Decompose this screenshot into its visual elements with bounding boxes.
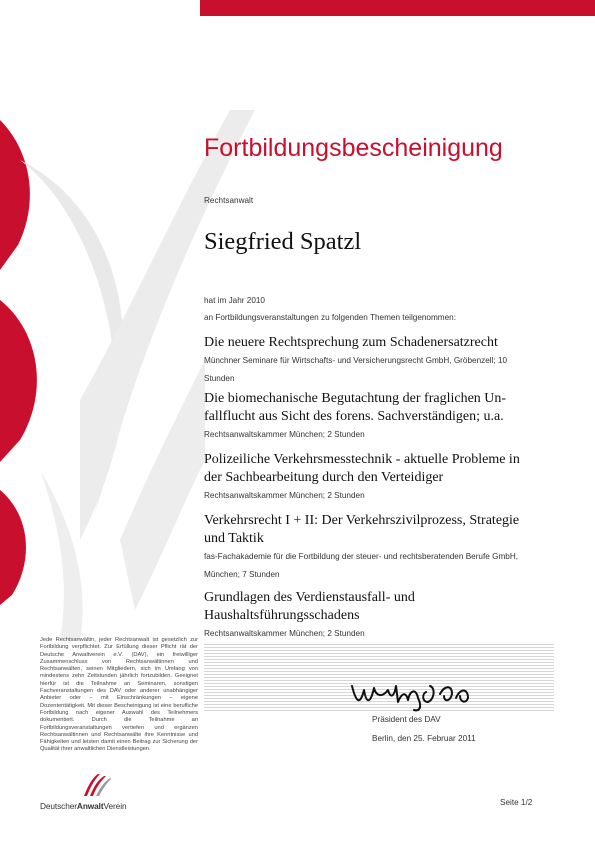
course-detail: Stunden — [204, 374, 235, 383]
course-title: Grundlagen des Verdienstausfall- und — [204, 590, 415, 605]
signatory-title: Präsident des DAV — [372, 715, 441, 724]
signature-image — [348, 672, 498, 712]
intro-year: hat im Jahr 2010 — [204, 296, 265, 305]
course-title: Haushaltsführungsschadens — [204, 608, 360, 623]
dav-logo-icon — [82, 772, 112, 798]
grey-swoosh-4 — [40, 470, 83, 640]
course-title: der Sachbearbeitung durch den Verteidiger — [204, 470, 444, 485]
course-title: Die neuere Rechtsprechung zum Schadenersatzrecht — [204, 335, 498, 350]
participant-name: Siegfried Spatzl — [204, 228, 362, 255]
role-label: Rechtsanwalt — [204, 196, 254, 205]
top-accent-bar — [200, 0, 595, 16]
course-title: und Taktik — [204, 531, 264, 546]
document-title: Fortbildungsbescheinigung — [204, 134, 503, 162]
course-item — [204, 451, 549, 505]
course-detail: Rechtsanwaltskammer München; 2 Stunden — [204, 629, 365, 638]
grey-swoosh-3 — [120, 360, 205, 610]
course-detail: fas-Fachakademie für die Fortbildung der steuer- und rechtsberatenden Berufe GmbH, — [204, 552, 519, 561]
course-detail: Rechtsanwaltskammer München; 2 Stunden — [204, 430, 365, 439]
course-title: Verkehrsrecht I + II: Der Verkehrszivilprozess, Strategie — [204, 513, 520, 528]
course-detail: München; 7 Stunden — [204, 570, 280, 579]
course-title: Polizeiliche Verkehrsmesstechnik - aktuelle Probleme in — [204, 452, 520, 467]
course-item — [204, 589, 549, 643]
place-date: Berlin, den 25. Februar 2011 — [372, 734, 476, 743]
red-swoosh — [0, 120, 30, 270]
logo-part-bold: Anwalt — [76, 801, 104, 811]
logo-part: Deutscher — [40, 801, 77, 811]
course-detail: Münchner Seminare für Wirtschafts- und Versicherungsrecht GmbH, Gröbenzell; 10 — [204, 356, 508, 365]
logo-part: Verein — [103, 801, 127, 811]
dav-logo-text — [40, 801, 126, 811]
course-item — [204, 390, 549, 444]
red-swoosh-2 — [0, 300, 37, 462]
course-title: Die biomechanische Begutachtung der fraglichen Un- — [204, 391, 507, 406]
page-number: Seite 1/2 — [500, 798, 533, 807]
course-detail: Rechtsanwaltskammer München; 2 Stunden — [204, 491, 365, 500]
course-item — [204, 334, 549, 388]
intro-text: an Fortbildungsveranstaltungen zu folgenden Themen teilgenommen: — [204, 313, 457, 322]
course-item — [204, 512, 549, 584]
red-swoosh-3 — [0, 490, 26, 605]
legal-footnote: Jede Rechtsanwältin, jeder Rechtsanwalt ist gesetzlich zur Fortbildung verpflichtet. Zur Erfüllung dieser Pflicht rät der Deutsche Anwaltverein e.V. (DAV), ein freiwilliger Zusammenschluss von Rechtsanwältinnen und Rechtsanwälten, seinen Mitgliedern, sich im Umfang von mindestens zehn Zeitstunden jährlich fortzubilden. Geeignet hierfür ist die Teilnahme an Seminaren, sonstigen Fachveranstaltungen des DAV oder anderer unabhängiger Anbieter oder – mit Einschränkungen – eigene Dozententätigkeit. Mit dieser Bescheinigung ist eine berufliche Fortbildung nach eigener Auswahl des Teilnehmers dokumentiert. Durch die Teilnahme an Fortbildungsveranstaltungen vertiefen und ergänzen Rechtsanwältinnen und Rechtsanwälte ihre Kenntnisse und Fähigkeiten und leisten damit einen Beitrag zur Sicherung der Qualität ihrer anwaltlichen Dienstleistungen. — [40, 637, 198, 753]
course-title: fallflucht aus Sicht des forens. Sachverständigen; u.a. — [204, 409, 504, 424]
